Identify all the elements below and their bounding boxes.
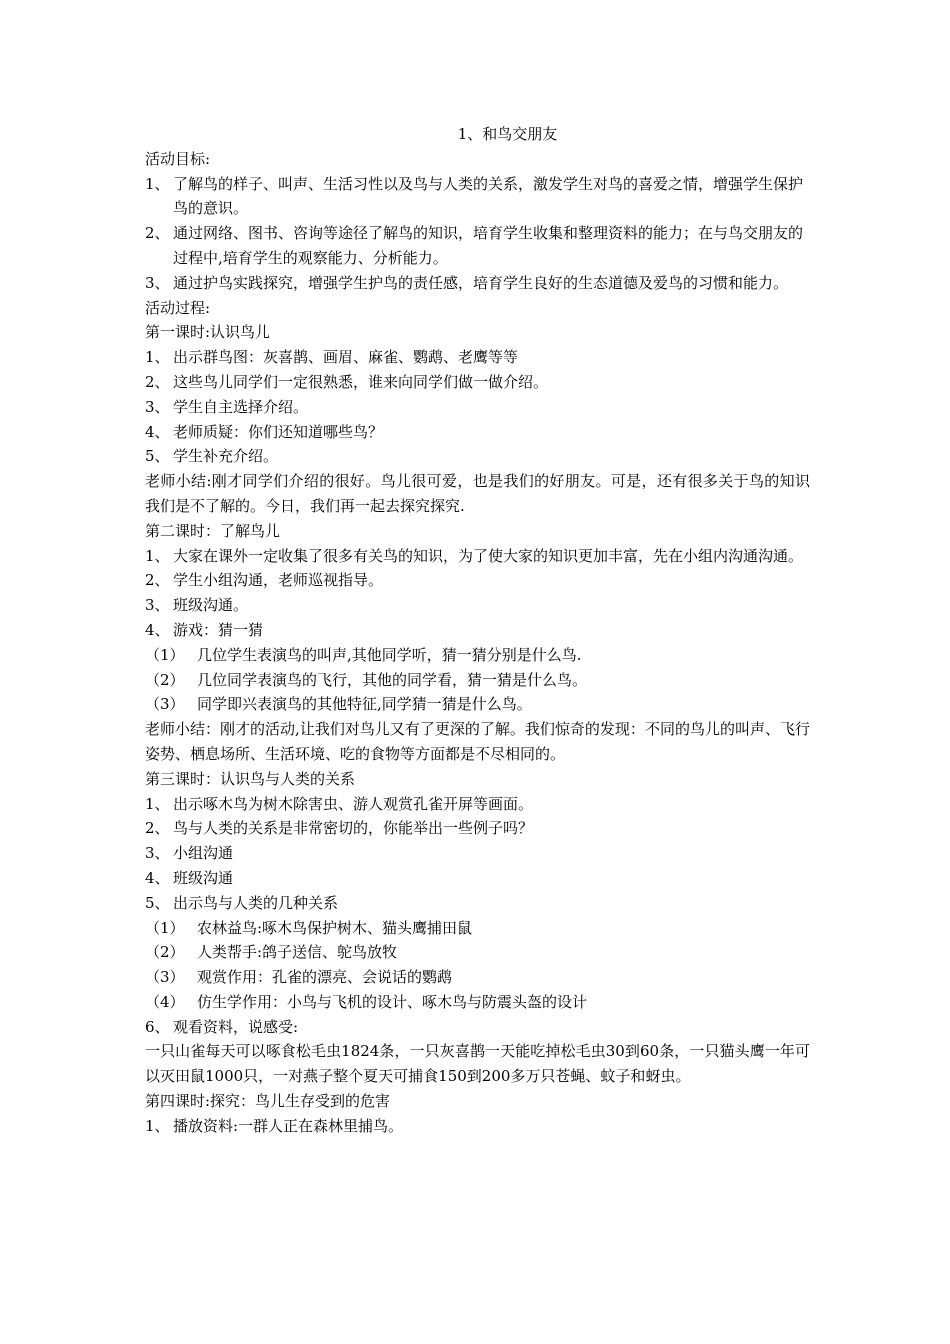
list-item: 1、 播放资料:一群人正在森林里捕鸟。 <box>145 1116 404 1135</box>
list-item: 2、 通过网络、图书、咨询等途径了解鸟的知识，培育学生收集和整理资料的能力；在与鸟交朋友的过程中,培育学生的观察能力、分析能力。 <box>145 224 804 267</box>
sub-list-item: （2） 几位同学表演鸟的飞行，其他的同学看，猜一猜是什么鸟。 <box>145 670 588 689</box>
list-item: 2、 这些鸟儿同学们一定很熟悉，谁来向同学们做一做介绍。 <box>145 372 549 391</box>
list-item: 4、 班级沟通 <box>145 868 234 887</box>
lesson3-heading: 第三课时：认识鸟与人类的关系 <box>145 769 356 788</box>
list-item: 1、 大家在课外一定收集了很多有关鸟的知识，为了使大家的知识更加丰富，先在小组内沟通沟通。 <box>145 546 804 565</box>
list-item: 5、 出示鸟与人类的几种关系 <box>145 893 339 912</box>
list-item: 1、 了解鸟的样子、叫声、生活习性以及鸟与人类的关系，激发学生对鸟的喜爱之情，增强学生保护鸟的意识。 <box>145 174 804 218</box>
lesson4-heading: 第四课时:探究：鸟儿生存受到的危害 <box>145 1092 391 1111</box>
list-item: 3、 班级沟通。 <box>145 596 249 615</box>
list-item: 4、 老师质疑：你们还知道哪些鸟？ <box>145 422 384 441</box>
list-item: 6、 观看资料，说感受: <box>145 1017 299 1036</box>
goals-heading: 活动目标: <box>145 149 211 168</box>
document-page <box>145 122 810 1139</box>
sub-list-item: （2） 人类帮手:鸽子送信、鸵鸟放牧 <box>145 943 398 962</box>
list-item: 3、 小组沟通 <box>145 844 234 863</box>
process-heading: 活动过程: <box>145 298 211 317</box>
list-item: 3、 学生自主选择介绍。 <box>145 397 309 416</box>
list-item: 5、 学生补充介绍。 <box>145 447 279 466</box>
list-item: 1、 出示啄木鸟为树木除害虫、游人观赏孔雀开屏等画面。 <box>145 794 534 813</box>
sub-list-item: （4） 仿生学作用：小鸟与飞机的设计、啄木鸟与防震头盔的设计 <box>145 992 588 1011</box>
sub-list-item: （1） 几位学生表演鸟的叫声,其他同学听，猜一猜分别是什么鸟. <box>145 645 582 664</box>
lesson2-summary: 老师小结：刚才的活动,让我们对鸟儿又有了更深的了解。我们惊奇的发现：不同的鸟儿的叫声、飞行姿势、栖息场所、生活环境、吃的食物等方面都是不尽相同的。 <box>145 720 810 763</box>
list-item: 2、 学生小组沟通，老师巡视指导。 <box>145 571 384 590</box>
lesson1-summary: 老师小结:刚才同学们介绍的很好。鸟儿很可爱，也是我们的好朋友。可是，还有很多关于鸟的知识我们是不了解的。今日，我们再一起去探究探究. <box>145 472 810 515</box>
list-item: 1、 出示群鸟图：灰喜鹊、画眉、麻雀、鹦鹉、老鹰等等 <box>145 348 519 367</box>
sub-list-item: （1） 农林益鸟:啄木鸟保护树木、猫头鹰捕田鼠 <box>145 918 473 937</box>
sub-list-item: （3） 同学即兴表演鸟的其他特征,同学猜一猜是什么鸟。 <box>145 695 532 714</box>
lesson2-heading: 第二课时：了解鸟儿 <box>145 521 281 540</box>
list-item: 2、 鸟与人类的关系是非常密切的，你能举出一些例子吗？ <box>145 819 534 838</box>
list-item: 4、 游戏：猜一猜 <box>145 620 264 639</box>
lesson3-material: 一只山雀每天可以啄食松毛虫1824条，一只灰喜鹊一天能吃掉松毛虫30到60条，一只猫头鹰一年可以灭田鼠1000只，一对燕子整个夏天可捕食150到200多万只苍蝇、蚊子和蚜虫。 <box>145 1042 810 1086</box>
lesson1-heading: 第一课时:认识鸟儿 <box>145 323 271 342</box>
sub-list-item: （3） 观赏作用：孔雀的漂亮、会说话的鹦鹉 <box>145 968 453 987</box>
document-title: 1、和鸟交朋友 <box>457 125 558 143</box>
list-item: 3、 通过护鸟实践探究，增强学生护鸟的责任感，培育学生良好的生态道德及爱鸟的习惯和能力。 <box>145 273 789 292</box>
